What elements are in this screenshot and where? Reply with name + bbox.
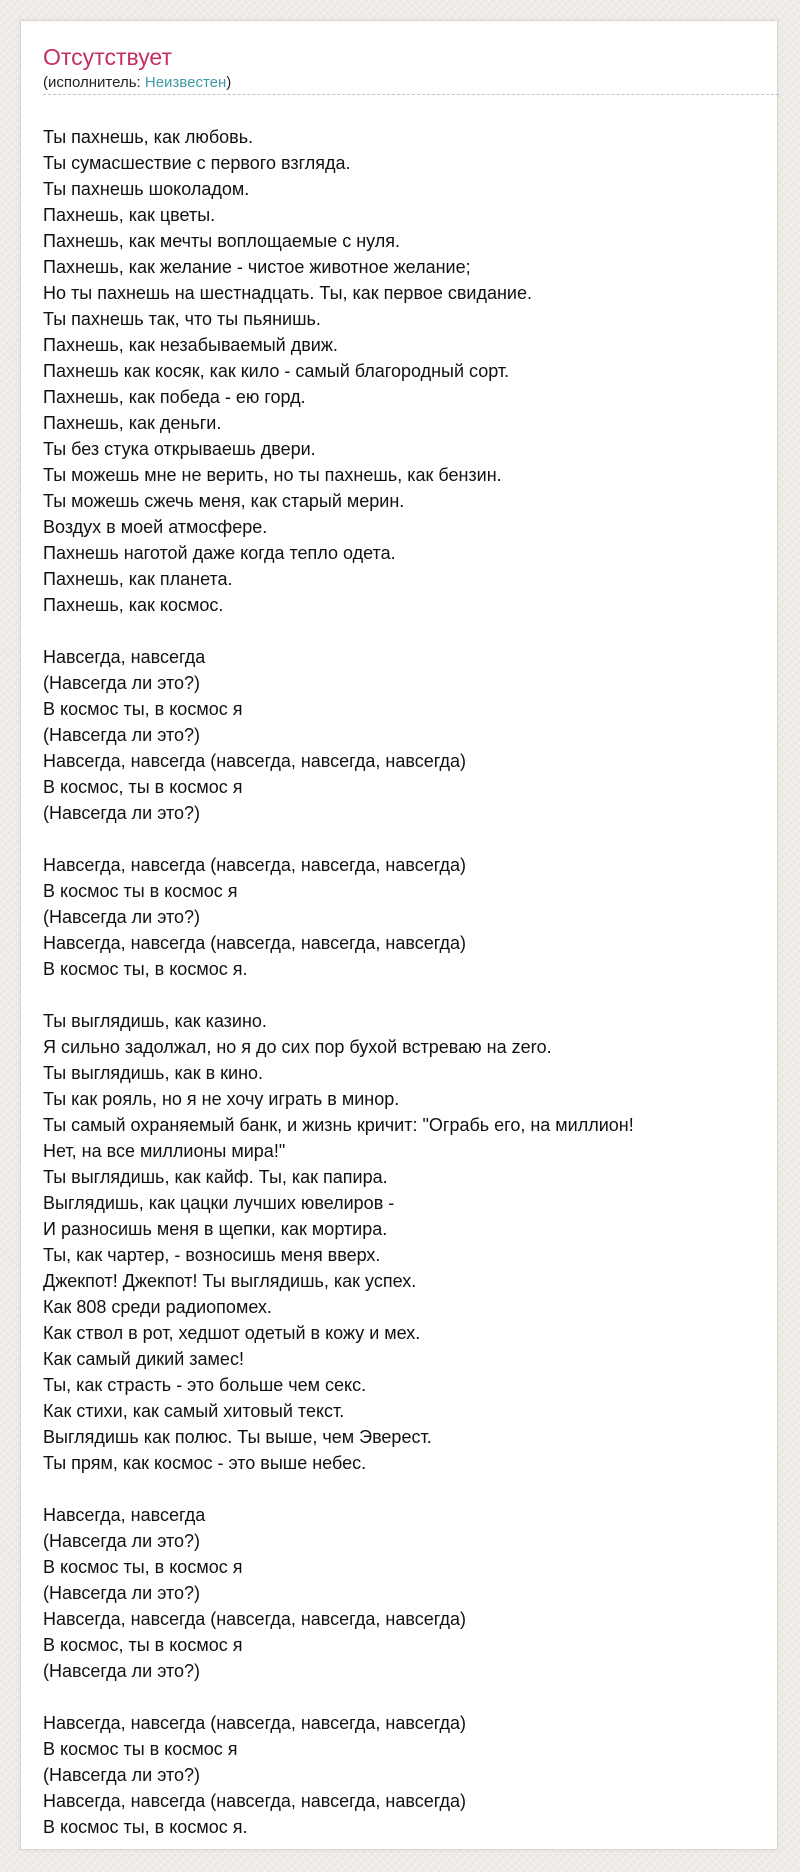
lyrics-line: Навсегда, навсегда (навсегда, навсегда, навсегда)	[43, 933, 467, 953]
lyrics-line: В космос ты, в космос я.	[43, 959, 248, 979]
lyrics-line: Пахнешь, как желание - чистое животное желание;	[43, 257, 471, 277]
lyrics-line: Пахнешь, как космос.	[43, 595, 224, 615]
lyrics-line: Ты как рояль, но я не хочу играть в минор.	[43, 1089, 400, 1109]
lyrics-stanza	[43, 1710, 763, 1840]
lyrics-line: Ты пахнешь, как любовь.	[43, 127, 254, 147]
lyrics-line: Ты сумасшествие с первого взгляда.	[43, 153, 351, 173]
lyrics-line: В космос ты в космос я	[43, 1739, 238, 1759]
lyrics-line: Я сильно задолжал, но я до сих пор бухой встреваю на zero.	[43, 1037, 552, 1057]
lyrics-card	[20, 20, 778, 1850]
lyrics-line: Пахнешь, как победа - ею горд.	[43, 387, 306, 407]
lyrics-line: В космос, ты в космос я	[43, 777, 243, 797]
lyrics-line: Как стихи, как самый хитовый текст.	[43, 1401, 345, 1421]
lyrics-line: Пахнешь, как незабываемый движ.	[43, 335, 338, 355]
lyrics-line: (Навсегда ли это?)	[43, 1531, 201, 1551]
lyrics-stanza	[43, 1008, 763, 1476]
lyrics-line: Джекпот! Джекпот! Ты выглядишь, как успех.	[43, 1271, 417, 1291]
lyrics-line: (Навсегда ли это?)	[43, 673, 201, 693]
lyrics-line: В космос ты, в космос я.	[43, 1817, 248, 1837]
lyrics-line: Навсегда, навсегда (навсегда, навсегда, навсегда)	[43, 1791, 467, 1811]
lyrics-line: (Навсегда ли это?)	[43, 803, 201, 823]
lyrics-line: В космос ты, в космос я	[43, 699, 243, 719]
lyrics-line: Воздух в моей атмосфере.	[43, 517, 268, 537]
lyrics-line: Выглядишь, как цацки лучших ювелиров -	[43, 1193, 395, 1213]
lyrics-line: Ты пахнешь так, что ты пьянишь.	[43, 309, 321, 329]
lyrics-line: В космос ты, в космос я	[43, 1557, 243, 1577]
lyrics-line: (Навсегда ли это?)	[43, 907, 201, 927]
lyrics-line: Ты прям, как космос - это выше небес.	[43, 1453, 367, 1473]
lyrics-line: Нет, на все миллионы мира!"	[43, 1141, 286, 1161]
artist-suffix: )	[226, 74, 232, 91]
lyrics-line: В космос, ты в космос я	[43, 1635, 243, 1655]
lyrics-line: Ты, как чартер, - возносишь меня вверх.	[43, 1245, 381, 1265]
lyrics-line: Пахнешь, как планета.	[43, 569, 233, 589]
lyrics-line: В космос ты в космос я	[43, 881, 238, 901]
lyrics-line: Выглядишь как полюс. Ты выше, чем Эверест.	[43, 1427, 432, 1447]
lyrics-line: Ты выглядишь, как в кино.	[43, 1063, 264, 1083]
lyrics-stanza	[43, 124, 763, 618]
lyrics-line: Как ствол в рот, хедшот одетый в кожу и мех.	[43, 1323, 421, 1343]
dashed-divider	[43, 94, 779, 95]
artist-line	[43, 74, 231, 92]
lyrics-line: Ты пахнешь шоколадом.	[43, 179, 250, 199]
lyrics-line: Навсегда, навсегда (навсегда, навсегда, навсегда)	[43, 1713, 467, 1733]
lyrics-line: Навсегда, навсегда (навсегда, навсегда, навсегда)	[43, 751, 467, 771]
lyrics-stanza	[43, 644, 763, 826]
song-title: Отсутствует	[43, 44, 172, 70]
artist-link[interactable]: Неизвестен	[144, 74, 227, 91]
lyrics-line: Как 808 среди радиопомех.	[43, 1297, 272, 1317]
lyrics-text	[43, 124, 763, 1866]
lyrics-stanza	[43, 1502, 763, 1684]
lyrics-line: Навсегда, навсегда	[43, 647, 206, 667]
lyrics-line: Ты самый охраняемый банк, и жизнь кричит: "Ограбь его, на миллион!	[43, 1115, 634, 1135]
lyrics-line: Пахнешь как косяк, как кило - самый благородный сорт.	[43, 361, 510, 381]
lyrics-line: Ты выглядишь, как кайф. Ты, как папира.	[43, 1167, 388, 1187]
lyrics-line: (Навсегда ли это?)	[43, 1765, 201, 1785]
lyrics-line: Ты без стука открываешь двери.	[43, 439, 316, 459]
lyrics-line: И разносишь меня в щепки, как мортира.	[43, 1219, 388, 1239]
lyrics-stanza	[43, 852, 763, 982]
lyrics-line: Навсегда, навсегда (навсегда, навсегда, навсегда)	[43, 1609, 467, 1629]
lyrics-line: Пахнешь, как цветы.	[43, 205, 216, 225]
lyrics-line: Но ты пахнешь на шестнадцать. Ты, как первое свидание.	[43, 283, 532, 303]
lyrics-line: (Навсегда ли это?)	[43, 725, 201, 745]
lyrics-line: Ты, как страсть - это больше чем секс.	[43, 1375, 367, 1395]
lyrics-line: Пахнешь наготой даже когда тепло одета.	[43, 543, 396, 563]
lyrics-line: Пахнешь, как мечты воплощаемые с нуля.	[43, 231, 401, 251]
lyrics-line: Как самый дикий замес!	[43, 1349, 244, 1369]
lyrics-line: Навсегда, навсегда (навсегда, навсегда, навсегда)	[43, 855, 467, 875]
lyrics-line: (Навсегда ли это?)	[43, 1583, 201, 1603]
lyrics-line: Ты выглядишь, как казино.	[43, 1011, 267, 1031]
artist-prefix: (исполнитель:	[43, 74, 145, 91]
lyrics-line: Ты можешь сжечь меня, как старый мерин.	[43, 491, 405, 511]
lyrics-line: Навсегда, навсегда	[43, 1505, 206, 1525]
lyrics-line: Ты можешь мне не верить, но ты пахнешь, как бензин.	[43, 465, 502, 485]
lyrics-line: Пахнешь, как деньги.	[43, 413, 222, 433]
lyrics-line: (Навсегда ли это?)	[43, 1661, 201, 1681]
